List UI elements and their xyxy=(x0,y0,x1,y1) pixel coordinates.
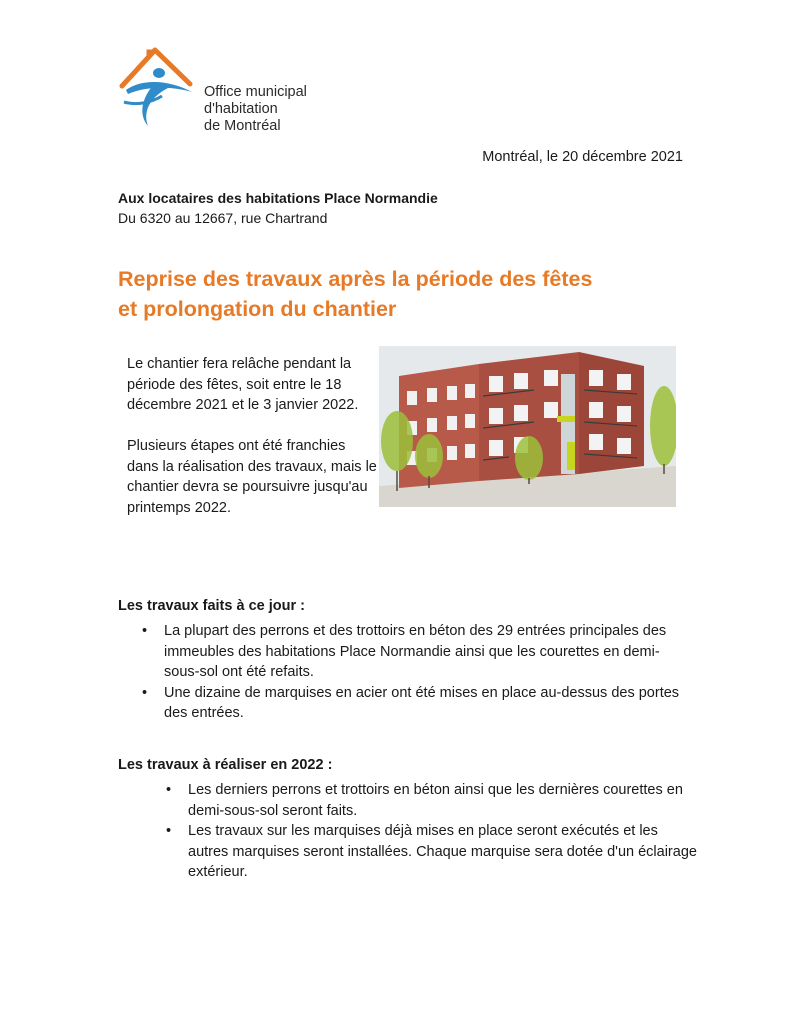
bullet-icon: • xyxy=(142,684,148,701)
list-item xyxy=(166,821,698,883)
list-item-text: Les derniers perrons et trottoirs en béton ainsi que les dernières courettes en demi-sous-sol seront faits. xyxy=(188,782,683,819)
logo-line-3: de Montréal xyxy=(204,118,281,134)
recipient-address: Du 6320 au 12667, rue Chartrand xyxy=(118,210,328,226)
intro-paragraph-1: Le chantier fera relâche pendant la période des fêtes, soit entre le 18 décembre 2021 et le 3 janvier 2022. xyxy=(127,356,359,413)
list-item xyxy=(166,780,698,821)
logo-line-2: d'habitation xyxy=(204,101,278,117)
section-heading-todo: Les travaux à réaliser en 2022 : xyxy=(118,757,333,773)
building-rendering-image xyxy=(379,346,676,507)
page-title xyxy=(118,264,592,324)
logo-wordmark xyxy=(204,84,307,135)
logo-line-1: Office municipal xyxy=(204,84,307,100)
list-item-text: Une dizaine de marquises en acier ont été mises en place au-dessus des portes des entrées. xyxy=(164,684,680,721)
page-title-line-2: et prolongation du chantier xyxy=(118,297,397,321)
bullet-icon: • xyxy=(166,823,172,839)
letter-date: Montréal, le 20 décembre 2021 xyxy=(482,149,683,165)
done-work-list xyxy=(142,621,694,724)
intro-text xyxy=(127,354,377,539)
page-title-line-1: Reprise des travaux après la période des fêtes xyxy=(118,267,593,291)
recipient-name: Aux locataires des habitations Place Normandie xyxy=(118,190,438,206)
list-item xyxy=(142,621,694,683)
todo-work-list xyxy=(166,780,698,883)
section-heading-done: Les travaux faits à ce jour : xyxy=(118,598,305,614)
bullet-icon: • xyxy=(142,623,148,639)
intro-paragraph-2: Plusieurs étapes ont été franchies dans la réalisation des travaux, mais le chantier devra se poursuivre jusqu'au printemps 2022. xyxy=(127,438,377,516)
list-item-text: Les travaux sur les marquises déjà mises en place seront exécutés et les autres marquises seront installées. Chaque marquise sera dotée d'un éclairage extérieur. xyxy=(188,823,697,880)
list-item-text: La plupart des perrons et des trottoirs en béton des 29 entrées principales des immeubles des habitations Place Normandie ainsi que les courettes en demi-sous-sol ont été refaits. xyxy=(164,623,667,680)
list-item xyxy=(142,683,694,724)
bullet-icon: • xyxy=(166,782,172,798)
recipient-block xyxy=(118,188,438,228)
